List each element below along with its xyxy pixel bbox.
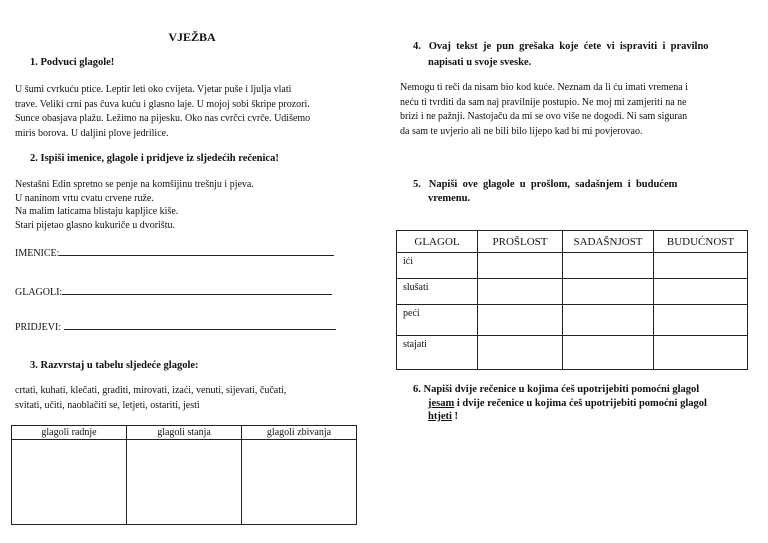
task5-heading-line1: 5. Napiši ove glagole u prošlom, sadašnjem i budućem	[413, 179, 678, 190]
answer-cell[interactable]	[478, 305, 563, 336]
table-row	[397, 305, 748, 336]
imenice-row	[15, 246, 334, 262]
table-cell[interactable]	[127, 440, 242, 525]
task1-line: U šumi cvrkuću ptice. Leptir leti oko cvijeta. Vjetar puše i ljulja vlati	[15, 84, 292, 95]
task1-text	[15, 83, 375, 141]
column-header: glagoli zbivanja	[242, 426, 357, 440]
pridjevi-answer-line[interactable]	[64, 320, 336, 330]
task2-heading: 2. Ispiši imenice, glagole i pridjeve iz sljedećih rečenica!	[30, 153, 279, 164]
verb-cell	[397, 253, 478, 279]
task6-end: !	[451, 411, 459, 422]
task1-line: miris borova. U daljini plove jedrilice.	[15, 127, 169, 139]
table-cell[interactable]	[242, 440, 357, 525]
task6-line3	[413, 410, 758, 424]
answer-cell[interactable]	[654, 253, 748, 279]
glagoli-row	[15, 285, 332, 301]
answer-cell[interactable]	[654, 279, 748, 305]
task6-line2-text: i dvije rečenice u kojima ćeš upotrijebiti pomoćni glagol	[454, 397, 707, 409]
verb-tense-table	[396, 230, 748, 370]
table-header-row	[397, 231, 748, 253]
answer-cell[interactable]	[563, 253, 654, 279]
task6-line1: 6. Napiši dvije rečenice u kojima ćeš upotrijebiti pomoćni glagol	[413, 384, 700, 395]
column-header: glagoli radnje	[12, 426, 127, 440]
column-header: PROŠLOST	[478, 231, 563, 253]
answer-cell[interactable]	[563, 279, 654, 305]
table-row	[397, 279, 748, 305]
task3-line: crtati, kuhati, klečati, graditi, mirovati, izaći, venuti, sijevati, čučati,	[15, 385, 287, 396]
task4-heading-line2: napisati u svoje sveske.	[428, 57, 532, 68]
task2-line: U naninom vrtu cvatu crvene ruže.	[15, 192, 154, 204]
verb-label: peći	[403, 308, 420, 319]
table-row	[397, 336, 748, 370]
keyword-htjeti: htjeti	[428, 411, 452, 422]
column-header: BUDUĆNOST	[654, 231, 748, 253]
task6-text	[413, 383, 758, 424]
answer-cell[interactable]	[563, 305, 654, 336]
verb-label: stajati	[403, 339, 427, 350]
answer-cell[interactable]	[654, 336, 748, 370]
task1-line: Sunce obasjava plažu. Ležimo na pijesku. Oko nas cvrčci cvrče. Udišemo	[15, 113, 311, 124]
page-title: VJEŽBA	[168, 30, 216, 44]
task4-line: da sam te uvjerio ali ne bili bilo lijepo kad bi mi povjerovao.	[400, 125, 643, 137]
task2-line: Na malim laticama blistaju kapljice kiše.	[15, 206, 179, 217]
verb-label: ići	[403, 256, 413, 267]
task4-line: neću ti tvrditi da sam naj pravilnije postupio. Ne moj mi zamjeriti na ne	[400, 96, 687, 108]
task4-text	[400, 81, 760, 139]
answer-cell[interactable]	[478, 279, 563, 305]
glagoli-answer-line[interactable]	[62, 285, 332, 295]
verb-cell	[397, 279, 478, 305]
imenice-label: IMENICE:	[15, 248, 60, 259]
task5-heading-line2: vremenu.	[428, 193, 471, 204]
answer-cell[interactable]	[654, 305, 748, 336]
task4-line: Nemogu ti reči da nisam bio kod kuće. Neznam da li ću imati vremena i	[400, 82, 688, 93]
verb-classification-table	[11, 425, 357, 525]
task1-line: trave. Veliki crni pas čuva kuću i glasno laje. U mojoj sobi škripe prozori.	[15, 98, 310, 110]
task6-line2	[413, 397, 758, 411]
keyword-jesam: jesam	[428, 397, 455, 409]
task2-sentences	[15, 178, 375, 232]
pridjevi-row	[15, 320, 336, 336]
verb-cell	[397, 336, 478, 370]
task3-verbs	[15, 384, 375, 413]
table-row	[12, 440, 357, 525]
task3-line: svitati, učiti, naoblačiti se, letjeti, ostariti, jesti	[15, 399, 200, 411]
answer-cell[interactable]	[563, 336, 654, 370]
answer-cell[interactable]	[478, 336, 563, 370]
column-header: SADAŠNJOST	[563, 231, 654, 253]
task2-line: Stari pijetao glasno kukuriče u dvorištu.	[15, 219, 175, 231]
table-cell[interactable]	[12, 440, 127, 525]
task3-heading: 3. Razvrstaj u tabelu sljedeće glagole:	[30, 360, 199, 371]
pridjevi-label: PRIDJEVI:	[15, 322, 62, 333]
task1-heading: 1. Podvuci glagole!	[30, 57, 115, 68]
task4-line: brizi i ne pažnji. Nastojaču da mi se ovo više ne dogodi. Ni sam siguran	[400, 111, 688, 122]
table-row	[397, 253, 748, 279]
imenice-answer-line[interactable]	[59, 246, 334, 256]
glagoli-label: GLAGOLI:	[15, 287, 63, 298]
column-header: GLAGOL	[397, 231, 478, 253]
verb-cell	[397, 305, 478, 336]
answer-cell[interactable]	[478, 253, 563, 279]
task2-line: Nestašni Edin spretno se penje na komšijinu trešnju i pjeva.	[15, 179, 254, 190]
column-header: glagoli stanja	[127, 426, 242, 440]
table-header-row	[12, 426, 357, 440]
task4-heading-line1: 4. Ovaj tekst je pun grešaka koje ćete vi ispraviti i pravilno	[413, 41, 709, 52]
verb-label: slušati	[403, 282, 429, 293]
